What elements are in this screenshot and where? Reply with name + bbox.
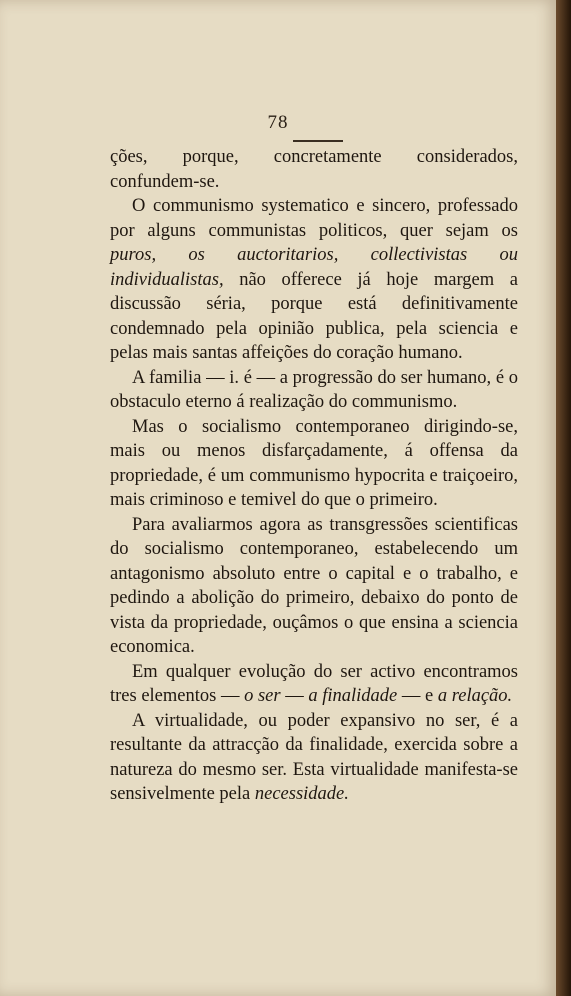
text-run: Em qualquer evolução do ser activo encontramos tres elementos — xyxy=(110,661,518,706)
paragraph xyxy=(110,660,518,709)
italic-text: puros, os auctoritarios, collectivistas ou individualistas, xyxy=(110,245,518,290)
body-text xyxy=(110,145,518,807)
italic-text: a relação. xyxy=(437,686,513,706)
paragraph xyxy=(110,194,518,366)
text-run: O communismo systematico e sincero, professado por alguns communistas politicos, quer sejam os xyxy=(110,196,518,241)
paragraph xyxy=(110,513,518,660)
italic-text: a finalidade xyxy=(308,686,398,706)
text-run: A familia — i. é — a progressão do ser humano, é o obstaculo eterno á realização do communismo. xyxy=(110,367,518,412)
text-run: A virtualidade, ou poder expansivo no ser, é a resultante da attracção da finalidade, exercida sobre a natureza do mesmo ser. Esta virtualidade manifesta-se sensivelmente pela xyxy=(110,710,518,804)
italic-text: o ser xyxy=(244,686,281,706)
paragraph xyxy=(110,415,518,513)
paragraph xyxy=(110,145,518,194)
header-rule xyxy=(293,140,343,142)
text-run: Para avaliarmos agora as transgressões scientificas do socialismo contemporaneo, estabelecendo um antagonismo absoluto entre o capital e o trabalho, e pedindo a abolição do primeiro, debaixo do ponto de vista da propriedade, ouçâmos o que ensina a sciencia economica. xyxy=(110,514,518,657)
text-run: Mas o socialismo contemporaneo dirigindo-se, mais ou menos disfarçadamente, á offensa da propriedade, é um communismo hypocrita e traiçoeiro, mais criminoso e temivel do que o primeiro. xyxy=(110,416,518,510)
paragraph xyxy=(110,709,518,807)
text-run: ções, porque, concretamente considerados, confundem-se. xyxy=(110,147,518,192)
paragraph xyxy=(110,366,518,415)
text-run: — e xyxy=(397,686,438,706)
page-number: 78 xyxy=(267,112,289,133)
text-run: — xyxy=(280,686,309,706)
book-edge xyxy=(556,0,571,996)
text-run: não offerece já hoje margem a discussão séria, porque está definitivamente condemnado pela opinião publica, pela sciencia e pelas mais santas affeições do coração humano. xyxy=(110,269,518,363)
italic-text: necessidade. xyxy=(254,784,349,804)
